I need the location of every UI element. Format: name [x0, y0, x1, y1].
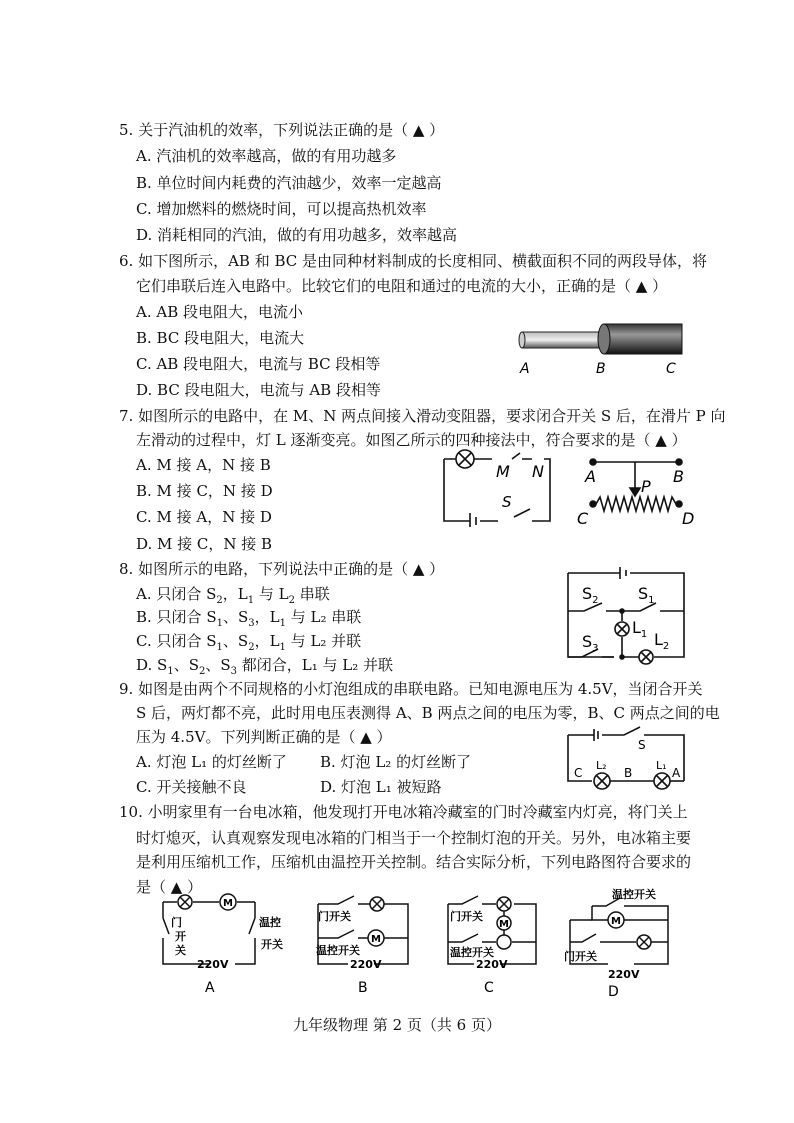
- label-b: B: [673, 467, 684, 486]
- q6-option-b: B. BC 段电阻大，电流大: [136, 329, 305, 347]
- caption-b: B: [358, 980, 368, 996]
- q10-diagram-d: [562, 884, 682, 1000]
- temp-switch-label: 温控开关: [316, 944, 360, 957]
- label-l2: $L_2$: [654, 630, 670, 652]
- label-s1: $S_1$: [638, 584, 655, 606]
- door-switch-label: 门开关: [318, 910, 351, 923]
- label-s: S: [502, 493, 512, 511]
- q7-stem-1: 7. 如图所示的电路中，在 M、N 两点间接入滑动变阻器，要求闭合开关 S 后，在滑片 P 向: [119, 407, 726, 425]
- q5-option-b: B. 单位时间内耗费的汽油越少，效率一定越高: [136, 174, 442, 192]
- page-footer: 九年级物理 第 2 页（共 6 页）: [293, 1016, 501, 1034]
- q9-option-a: A. 灯泡 L₁ 的灯丝断了: [136, 753, 287, 771]
- q5-option-c: C. 增加燃料的燃烧时间，可以提高热机效率: [136, 200, 427, 218]
- q7-option-a: A. M 接 A，N 接 B: [136, 456, 271, 474]
- q5-stem: 5. 关于汽油机的效率，下列说法正确的是（ ▲ ）: [119, 121, 445, 139]
- label-s: S: [638, 738, 646, 752]
- q8-option-a: A. 只闭合 $S_2$，$L_1$ 与 $L_2$ 串联: [136, 585, 330, 606]
- q10-diagram-b: [310, 890, 420, 1000]
- door-switch-label-2: 开: [175, 930, 186, 943]
- q9-stem-2: S 后，两灯都不亮，此时用电压表测得 A、B 两点之间的电压为零，B、C 两点之间的电: [136, 704, 720, 722]
- temp-switch-label-1: 温控: [259, 916, 281, 929]
- temp-switch-label: 温控开关: [612, 888, 656, 901]
- q5-option-d: D. 消耗相同的汽油，做的有用功越多，效率越高: [136, 226, 458, 244]
- label-p: P: [641, 477, 651, 496]
- q6-option-c: C. AB 段电阻大，电流与 BC 段相等: [136, 355, 381, 373]
- label-c: C: [666, 361, 676, 377]
- label-m: M: [496, 462, 510, 481]
- label-l1: L₁: [656, 759, 667, 772]
- q6-stem-1: 6. 如下图所示，AB 和 BC 是由同种材料制成的长度相同、横截面积不同的两段导体，将: [119, 252, 708, 270]
- q8-stem: 8. 如图所示的电路，下列说法中正确的是（ ▲ ）: [119, 560, 445, 578]
- q10-stem-3: 是利用压缩机工作，压缩机由温控开关控制。结合实际分析，下列电路图符合要求的: [136, 853, 692, 871]
- door-switch-label: 门开关: [450, 910, 483, 923]
- q7-option-d: D. M 接 C，N 接 B: [136, 535, 273, 553]
- motor-label: M: [371, 934, 381, 945]
- q7-option-b: B. M 接 C，N 接 D: [136, 482, 273, 500]
- q9-stem-3: 压为 4.5V。下列判断正确的是（ ▲ ）: [136, 728, 392, 746]
- label-s2: $S_2$: [582, 584, 599, 606]
- voltage-label: 220V: [350, 958, 382, 971]
- label-d: D: [682, 509, 695, 528]
- label-b: B: [596, 361, 606, 377]
- q9-stem-1: 9. 如图是由两个不同规格的小灯泡组成的串联电路。已知电源电压为 4.5V，当闭合开关: [119, 680, 703, 698]
- label-c: C: [577, 509, 589, 528]
- q10-diagram-a: [155, 890, 285, 1000]
- door-switch-label-3: 关: [175, 944, 186, 957]
- voltage-label: 220V: [197, 958, 229, 971]
- label-l1: $L_1$: [632, 618, 648, 640]
- motor-label: M: [223, 898, 233, 909]
- label-l2: L₂: [596, 759, 607, 772]
- q8-circuit-figure: [562, 565, 692, 675]
- voltage-label: 220V: [476, 958, 508, 971]
- q9-option-b: B. 灯泡 L₂ 的灯丝断了: [320, 753, 472, 771]
- q8-option-b: B. 只闭合 $S_1$、$S_3$，$L_1$ 与 L₂ 串联: [136, 608, 362, 629]
- q10-stem-4: 是（ ▲ ）: [136, 878, 203, 896]
- q10-stem-2: 时灯熄灭，认真观察发现电冰箱的门相当于一个控制灯泡的开关。另外，电冰箱主要: [136, 829, 692, 847]
- temp-switch-label: 温控开关: [450, 946, 494, 959]
- q7-circuit-figure: [440, 447, 560, 527]
- q9-circuit-figure: [562, 725, 692, 793]
- temp-switch-label-2: 开关: [261, 938, 283, 951]
- caption-d: D: [608, 984, 619, 1000]
- q10-diagram-c: [440, 890, 550, 1000]
- q9-option-c: C. 开关接触不良: [136, 778, 247, 796]
- door-switch-label-1: 门: [171, 916, 182, 929]
- q6-option-a: A. AB 段电阻大，电流小: [136, 303, 303, 321]
- q8-option-d: D. $S_1$、$S_2$、$S_3$ 都闭合，L₁ 与 L₂ 并联: [136, 656, 394, 677]
- label-a: A: [520, 361, 530, 377]
- motor-label: M: [499, 919, 509, 930]
- motor-label: M: [611, 916, 621, 927]
- label-s3: $S_3$: [582, 632, 599, 654]
- thick-conductor: [604, 324, 682, 354]
- label-a: A: [585, 467, 596, 486]
- thin-conductor: [522, 332, 606, 348]
- q7-option-c: C. M 接 A，N 接 D: [136, 508, 272, 526]
- q6-stem-2: 它们串联后连入电路中。比较它们的电阻和通过的电流的大小，正确的是（ ▲ ）: [136, 277, 668, 295]
- q9-option-d: D. 灯泡 L₁ 被短路: [320, 778, 442, 796]
- q5-option-a: A. 汽油机的效率越高，做的有用功越多: [136, 147, 397, 165]
- label-b: B: [624, 766, 633, 780]
- q10-stem-1: 10. 小明家里有一台电冰箱，他发现打开电冰箱冷藏室的门时冷藏室内灯亮，将门关上: [119, 803, 688, 821]
- caption-c: C: [484, 980, 494, 996]
- caption-a: A: [205, 980, 215, 996]
- label-a: A: [672, 766, 681, 780]
- label-c: C: [574, 766, 583, 780]
- q6-option-d: D. BC 段电阻大，电流与 AB 段相等: [136, 381, 381, 399]
- label-n: N: [532, 462, 544, 481]
- voltage-label: 220V: [608, 968, 640, 981]
- q7-stem-2: 左滑动的过程中，灯 L 逐渐变亮。如图乙所示的四种接法中，符合要求的是（ ▲ ）: [136, 431, 687, 449]
- q8-option-c: C. 只闭合 $S_1$、$S_2$，$L_1$ 与 L₂ 并联: [136, 632, 362, 653]
- q7-rheostat-figure: [575, 450, 700, 528]
- q6-conductor-figure: [510, 318, 690, 380]
- door-switch-label: 门开关: [564, 950, 597, 963]
